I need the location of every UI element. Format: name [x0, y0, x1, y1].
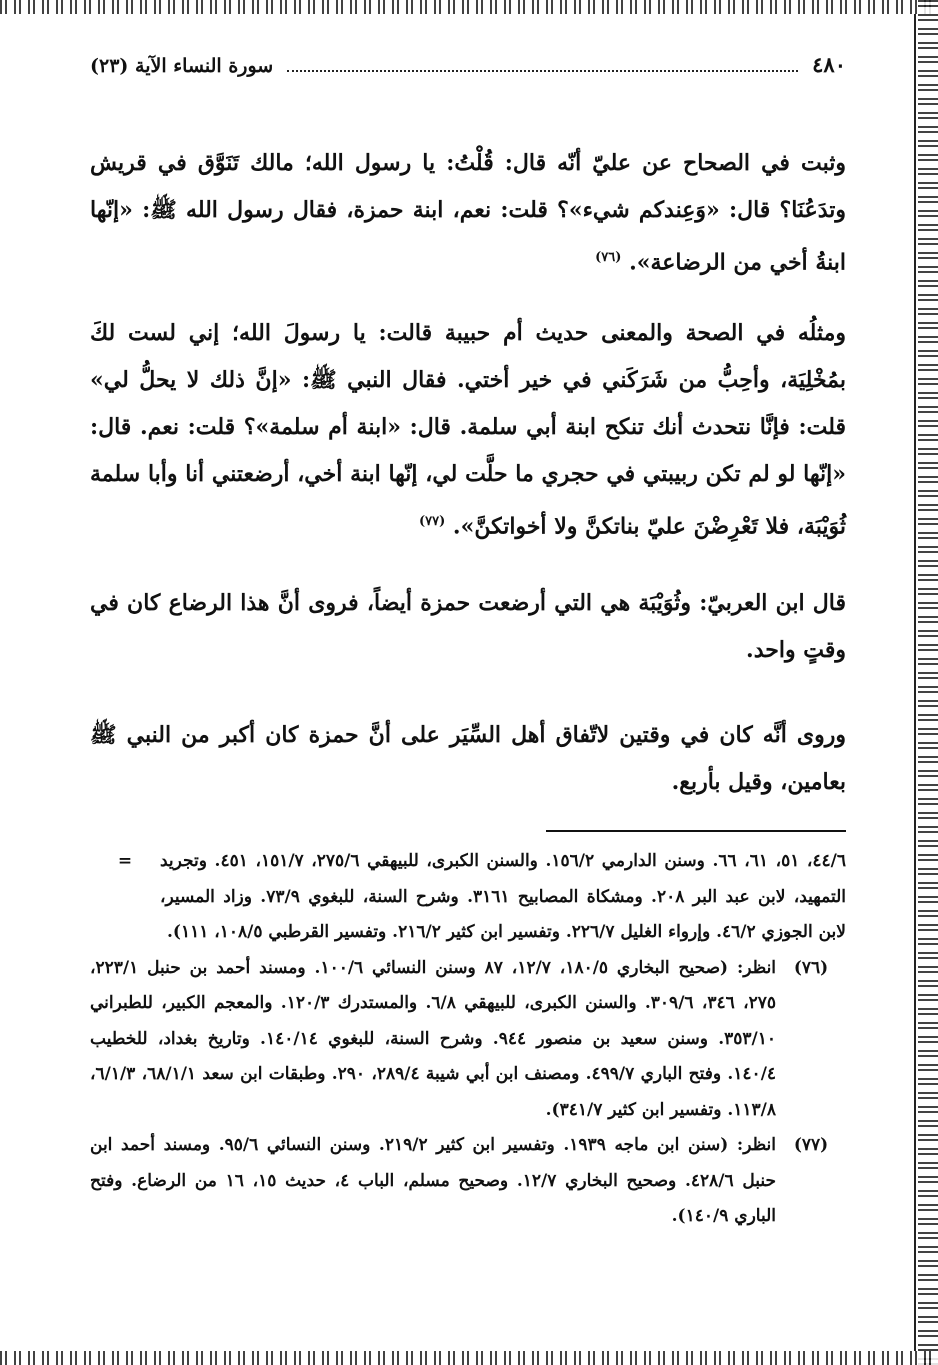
paragraph-text: ومثلُه في الصحة والمعنى حديث أم حبيبة قالت: يا رسولَ الله؛ إني لست لكَ بمُخْلِيَة، وأحِبُّ من شَرَكَني في خير أختي. فقال النبي ﷺ: «إنَّ ذلك لا يحلُّ لي» قلت: فإنَّا نتحدث أنك تنكح ابنة أبي سلمة. قال: «ابنة أم سلمة»؟ قلت: نعم. قال: «إنّها لو لم تكن ربيبتي في حجري ما حلَّت لي، إنّها ابنة أخي، أرضعتني أنا وأبا سلمة ثُوَيْبَة، فلا تَعْرِضْنَ عليّ بناتكنَّ ولا أخواتكنَّ». — [90, 320, 846, 540]
border-right — [918, 0, 938, 1365]
dotted-leader — [287, 58, 798, 72]
footnote-text: انظر: (صحيح البخاري ١٨٠/٥، ١٢/٧، ٨٧ وسنن النسائي ١٠٠/٦. ومسند أحمد بن حنبل ٢٢٣/١، ٢٧٥، ٣٤٦، ٣٠٩/٦. والسنن الكبرى، للبيهقي ٦/٨. والمستدرك ١٢٠/٣. والمعجم الكبير، للطبراني ٣٥٣/١٠. وسنن سعيد بن منصور ٩٤٤. وشرح السنة، للبغوي ١٤٠/١٤. وتاريخ بغداد، للخطيب ١٤٠/٤. وفتح الباري ٤٩٩/٧. ومصنف ابن أبي شيبة ٢٨٩/٤، ٢٩٠. وطبقات ابن سعد ٦٨/١/١، ٦/١/٣، ١١٣/٨. وتفسير ابن كثير ٣٤١/٧). — [90, 957, 777, 1120]
surah-title: سورة النساء الآية (٢٣) — [90, 55, 274, 77]
footnotes — [90, 844, 846, 1235]
footnote-text: ٤٤/٦، ٥١، ٦١، ٦٦. وسنن الدارمي ١٥٦/٢. والسنن الكبرى، للبيهقي ٢٧٥/٦، ١٥١/٧، ٤٥١. وتجريد التمهيد، لابن عبد البر ٢٠٨. ومشكاة المصابيح ٣١٦١. وشرح السنة، للبغوي ٧٣/٩. وزاد المسير، لابن الجوزي ٤٦/٢. وإرواء الغليل ٢٢٦/٧. وتفسير ابن كثير ٢١٦/٢. وتفسير القرطبي ١٠٨/٥، ١١١). — [160, 851, 847, 942]
footnote-mark: (٧٧) — [793, 1135, 829, 1155]
paragraph-2 — [90, 310, 846, 550]
footnote-reference: (٧٧) — [418, 514, 446, 529]
border-top — [0, 0, 938, 14]
border-inner-line — [914, 14, 916, 1351]
footnote-separator — [546, 830, 846, 832]
paragraph-text: وثبت في الصحاح عن عليّ أنّه قال: قُلْتُ: يا رسول الله؛ مالك تَنَوَّق في قريش وتدَعُنَا؟ قال: «وَعِندكم شيء»؟ قلت: نعم، ابنة حمزة، فقال رسول الله ﷺ: «إنّها ابنةُ أخي من الرضاعة». — [90, 150, 846, 276]
paragraph-text: قال ابن العربيّ: وثُوَيْبَة هي التي أرضعت حمزة أيضاً، فروى أنَّ هذا الرضاع كان في وقتٍ واحد. — [90, 590, 846, 663]
paragraph-1 — [90, 140, 846, 286]
footnote-mark: = — [117, 851, 133, 871]
running-header — [90, 52, 846, 92]
paragraph-4 — [90, 712, 846, 806]
page-content — [90, 52, 847, 1226]
footnote-77 — [90, 1128, 846, 1235]
paragraph-3 — [90, 580, 846, 674]
page-number: ٤٨٠ — [812, 52, 846, 77]
footnote-reference: (٧٦) — [595, 250, 622, 265]
footnote-mark: (٧٦) — [793, 957, 829, 978]
paragraph-text: وروى أنَّه كان في وقتين لاتّفاق أهل السِّيَر على أنَّ حمزة كان أكبر من النبي ﷺ بعامين، وقيل بأربع. — [90, 722, 846, 795]
border-bottom — [0, 1351, 938, 1365]
footnote-text: انظر: (سنن ابن ماجه ١٩٣٩. وتفسير ابن كثير ٢١٩/٢. وسنن النسائي ٩٥/٦. ومسند أحمد ابن حنبل ٤٢٨/٦. وصحيح البخاري ١٢/٧. وصحيح مسلم، الباب ٤، حديث ١٥، ١٦ من الرضاع. وفتح الباري ١٤٠/٩). — [90, 1135, 777, 1226]
footnote-continued — [90, 844, 846, 951]
footnote-76 — [90, 951, 846, 1129]
